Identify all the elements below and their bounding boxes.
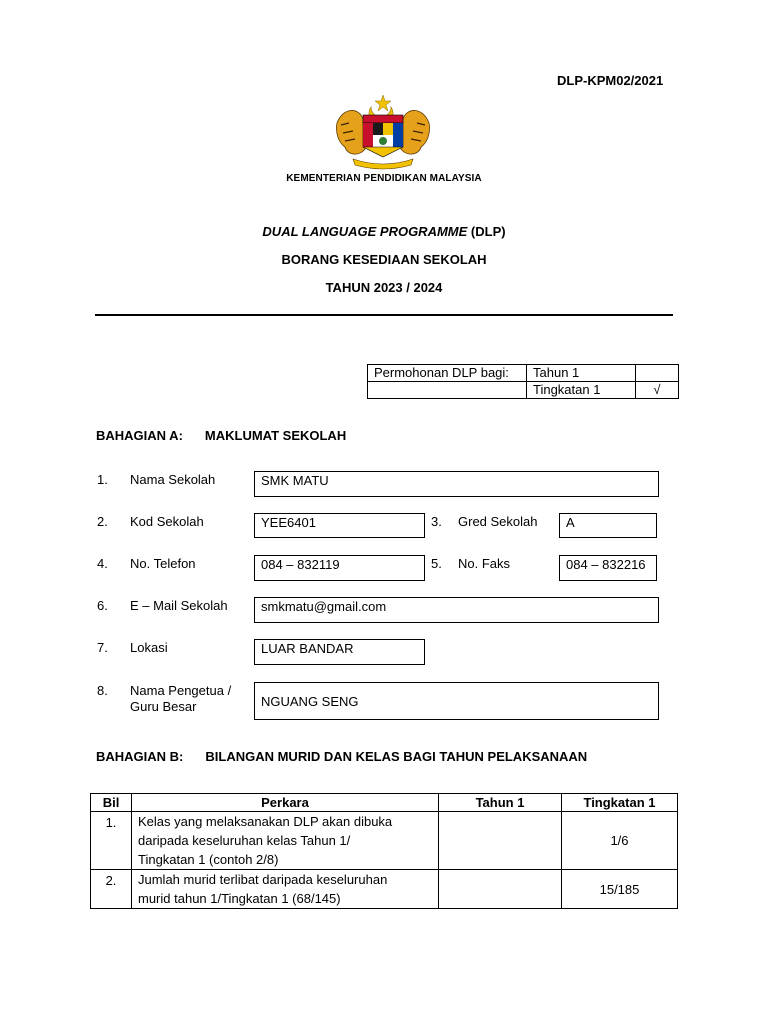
field-num-pengetua: 8. bbox=[97, 683, 108, 698]
field-label-no-faks: No. Faks bbox=[458, 556, 511, 571]
pengetua-field[interactable]: NGUANG SENG bbox=[254, 682, 659, 720]
header-divider bbox=[95, 314, 673, 316]
row-tingkatan1-cell[interactable]: 15/185 bbox=[562, 870, 678, 909]
field-label-email: E – Mail Sekolah bbox=[130, 598, 228, 613]
no-faks-field[interactable]: 084 – 832216 bbox=[559, 555, 657, 581]
table-row bbox=[91, 870, 678, 909]
section-a-code: BAHAGIAN A: bbox=[96, 428, 183, 443]
nama-sekolah-field[interactable]: SMK MATU bbox=[254, 471, 659, 497]
field-label-gred-sekolah: Gred Sekolah bbox=[458, 514, 538, 529]
table-row bbox=[91, 812, 678, 870]
row-perkara-line: Tingkatan 1 (contoh 2/8) bbox=[138, 852, 279, 867]
option-label-tahun1: Tahun 1 bbox=[527, 365, 636, 382]
field-num-gred-sekolah: 3. bbox=[431, 514, 442, 529]
section-b-heading bbox=[96, 749, 587, 764]
option-mark-tahun1[interactable] bbox=[636, 365, 679, 382]
table-header-row bbox=[91, 794, 678, 812]
malaysia-coat-of-arms-icon bbox=[333, 93, 433, 171]
application-label: Permohonan DLP bagi: bbox=[368, 365, 527, 382]
no-telefon-field[interactable]: 084 – 832119 bbox=[254, 555, 425, 581]
section-b-code: BAHAGIAN B: bbox=[96, 749, 184, 764]
section-b-title: BILANGAN MURID DAN KELAS BAGI TAHUN PELAKSANAAN bbox=[205, 749, 588, 764]
column-header-tahun1: Tahun 1 bbox=[439, 794, 562, 812]
row-tingkatan1-cell[interactable]: 1/6 bbox=[562, 812, 678, 870]
row-tahun1-cell[interactable] bbox=[439, 812, 562, 870]
field-label-lokasi: Lokasi bbox=[130, 640, 168, 655]
section-a-title: MAKLUMAT SEKOLAH bbox=[204, 428, 347, 443]
column-header-bil: Bil bbox=[91, 794, 132, 812]
row-tahun1-cell[interactable] bbox=[439, 870, 562, 909]
field-num-email: 6. bbox=[97, 598, 108, 613]
row-perkara-line: Jumlah murid terlibat daripada keseluruhan bbox=[138, 872, 388, 887]
row-perkara bbox=[132, 812, 439, 870]
application-empty-cell bbox=[368, 382, 527, 399]
field-num-no-faks: 5. bbox=[431, 556, 442, 571]
field-label-pengetua bbox=[130, 683, 231, 715]
option-mark-tingkatan1[interactable]: √ bbox=[636, 382, 679, 399]
field-num-lokasi: 7. bbox=[97, 640, 108, 655]
programme-title bbox=[0, 224, 768, 239]
programme-title-suffix: (DLP) bbox=[467, 224, 506, 239]
field-num-kod-sekolah: 2. bbox=[97, 514, 108, 529]
row-bil: 1. bbox=[91, 812, 132, 870]
field-label-kod-sekolah: Kod Sekolah bbox=[130, 514, 204, 529]
row-perkara-line: Kelas yang melaksanakan DLP akan dibuka bbox=[138, 814, 393, 829]
year-title: TAHUN 2023 / 2024 bbox=[325, 280, 443, 295]
ministry-name: KEMENTERIAN PENDIDIKAN MALAYSIA bbox=[286, 173, 482, 184]
field-label-no-telefon: No. Telefon bbox=[130, 556, 196, 571]
kod-sekolah-field[interactable]: YEE6401 bbox=[254, 513, 425, 538]
gred-sekolah-field[interactable]: A bbox=[559, 513, 657, 538]
row-perkara bbox=[132, 870, 439, 909]
row-bil: 2. bbox=[91, 870, 132, 909]
programme-title-italic: DUAL LANGUAGE PROGRAMME bbox=[262, 224, 468, 239]
field-label-pengetua-line2: Guru Besar bbox=[130, 699, 197, 714]
option-label-tingkatan1: Tingkatan 1 bbox=[527, 382, 636, 399]
email-field[interactable]: smkmatu@gmail.com bbox=[254, 597, 659, 623]
lokasi-field[interactable]: LUAR BANDAR bbox=[254, 639, 425, 665]
field-label-pengetua-line1: Nama Pengetua / bbox=[130, 683, 232, 698]
application-table bbox=[367, 364, 679, 399]
field-label-nama-sekolah: Nama Sekolah bbox=[130, 472, 216, 487]
field-num-no-telefon: 4. bbox=[97, 556, 108, 571]
student-class-table bbox=[90, 793, 678, 909]
column-header-tingkatan1: Tingkatan 1 bbox=[562, 794, 678, 812]
row-perkara-line: murid tahun 1/Tingkatan 1 (68/145) bbox=[138, 891, 341, 906]
document-code: DLP-KPM02/2021 bbox=[557, 73, 664, 88]
section-a-heading bbox=[96, 428, 346, 443]
form-title: BORANG KESEDIAAN SEKOLAH bbox=[281, 252, 487, 267]
column-header-perkara: Perkara bbox=[132, 794, 439, 812]
field-num-nama-sekolah: 1. bbox=[97, 472, 108, 487]
row-perkara-line: daripada keseluruhan kelas Tahun 1/ bbox=[138, 833, 351, 848]
